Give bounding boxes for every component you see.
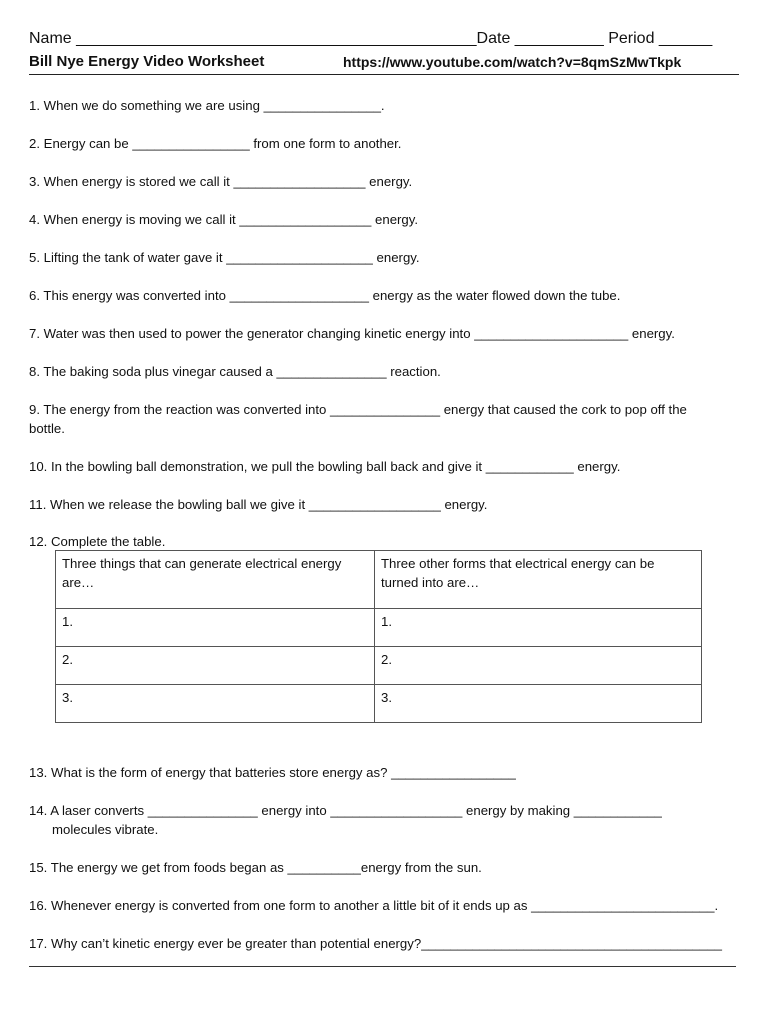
question-15: 15. The energy we get from foods began as __________energy from the sun. <box>29 860 482 875</box>
name-date-period-line[interactable]: Name _____________________________________________Date __________ Period ______ <box>29 30 713 47</box>
question-8: 8. The baking soda plus vinegar caused a _______________ reaction. <box>29 364 441 379</box>
table-row[interactable] <box>56 685 702 723</box>
table-header-col1: Three things that can generate electrical energy are… <box>56 551 375 609</box>
table-cell[interactable]: 3. <box>56 685 375 723</box>
question-7: 7. Water was then used to power the generator changing kinetic energy into _____________________ energy. <box>29 326 675 341</box>
table-header-col2: Three other forms that electrical energy can be turned into are… <box>375 551 702 609</box>
energy-table <box>55 550 702 723</box>
table-header-row <box>56 551 702 609</box>
question-4: 4. When energy is moving we call it __________________ energy. <box>29 212 419 227</box>
table-row[interactable] <box>56 647 702 685</box>
table-cell[interactable]: 1. <box>375 609 702 647</box>
question-11: 11. When we release the bowling ball we give it __________________ energy. <box>29 497 488 512</box>
header-rule <box>29 74 739 75</box>
question-14: 14. A laser converts _______________ energy into __________________ energy by making ____________ <box>29 803 662 818</box>
question-14-continued: molecules vibrate. <box>52 822 159 837</box>
answer-line[interactable] <box>29 966 736 967</box>
question-3: 3. When energy is stored we call it __________________ energy. <box>29 174 413 189</box>
table-cell[interactable]: 3. <box>375 685 702 723</box>
table-cell[interactable]: 2. <box>375 647 702 685</box>
question-5: 5. Lifting the tank of water gave it ____________________ energy. <box>29 250 420 265</box>
table-cell[interactable]: 1. <box>56 609 375 647</box>
question-1: 1. When we do something we are using ________________. <box>29 98 385 113</box>
question-9: 9. The energy from the reaction was converted into _______________ energy that caused the cork to pop off the <box>29 402 687 417</box>
question-17: 17. Why can’t kinetic energy ever be greater than potential energy?_________________________________________ <box>29 936 722 951</box>
question-9-continued: bottle. <box>29 421 65 436</box>
question-16: 16. Whenever energy is converted from one form to another a little bit of it ends up as _________________________. <box>29 898 719 913</box>
table-row[interactable] <box>56 609 702 647</box>
table-cell[interactable]: 2. <box>56 647 375 685</box>
video-url-link[interactable]: https://www.youtube.com/watch?v=8qmSzMwTkpk <box>343 54 682 70</box>
question-12: 12. Complete the table. <box>29 534 166 549</box>
question-13: 13. What is the form of energy that batteries store energy as? _________________ <box>29 765 516 780</box>
worksheet-title: Bill Nye Energy Video Worksheet <box>29 53 265 70</box>
question-2: 2. Energy can be ________________ from one form to another. <box>29 136 402 151</box>
question-6: 6. This energy was converted into ___________________ energy as the water flowed down the tube. <box>29 288 621 303</box>
question-10: 10. In the bowling ball demonstration, we pull the bowling ball back and give it ____________ energy. <box>29 459 621 474</box>
